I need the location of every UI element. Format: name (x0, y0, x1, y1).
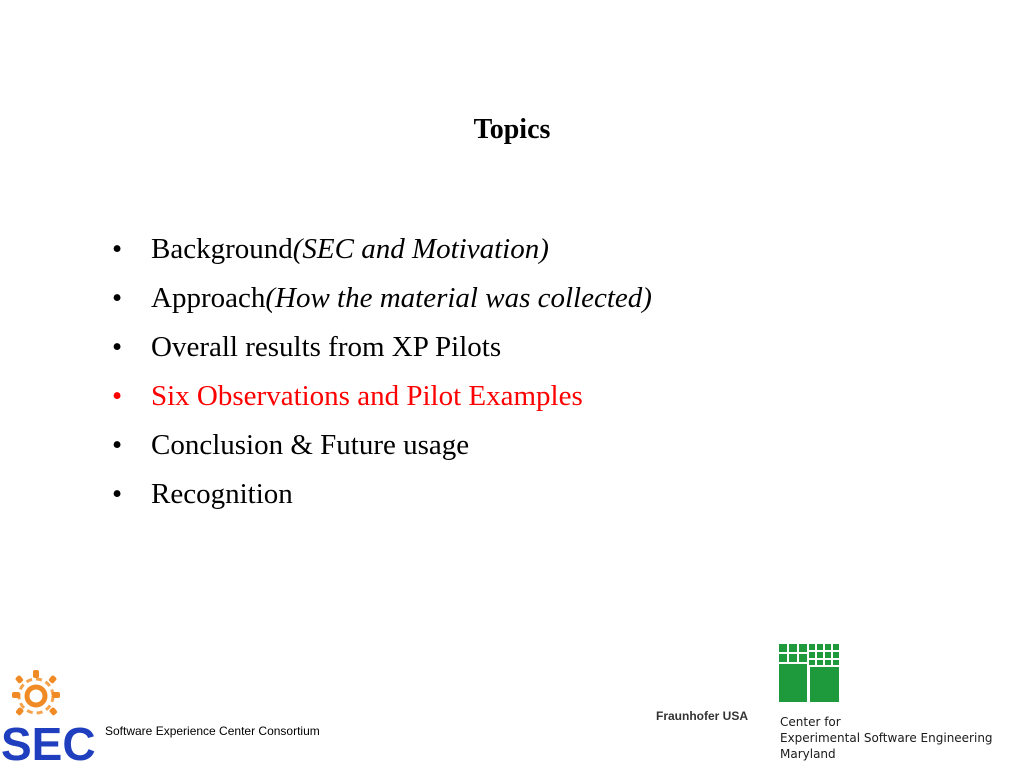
list-item (112, 327, 652, 376)
sun-icon (12, 670, 60, 716)
bullet-subtext: (How the material was collected) (265, 282, 652, 314)
center-line: Experimental Software Engineering (780, 731, 993, 745)
bullet-icon: • (112, 331, 123, 363)
bullet-subtext: (SEC and Motivation) (292, 233, 549, 265)
list-item (112, 229, 652, 278)
bullet-text: Background (151, 233, 293, 265)
center-line: Center for (780, 715, 841, 729)
center-line: Maryland (780, 747, 836, 761)
list-item (112, 425, 652, 474)
sec-caption: Software Experience Center Consortium (105, 724, 320, 738)
sec-logo (0, 668, 104, 768)
bullet-text: Overall results from XP Pilots (151, 331, 502, 363)
fraunhofer-logo-icon (779, 644, 839, 702)
list-item (112, 278, 652, 327)
center-name (780, 714, 993, 762)
bullet-text: Six Observations and Pilot Examples (151, 380, 583, 412)
bullet-icon: • (112, 380, 123, 412)
topics-list (112, 229, 652, 523)
sec-logo-text: SEC (1, 718, 96, 768)
bullet-text: Recognition (151, 478, 293, 510)
bullet-icon: • (112, 233, 123, 265)
list-item-highlighted (112, 376, 652, 425)
bullet-text: Approach (151, 282, 266, 314)
bullet-icon: • (112, 429, 123, 461)
bullet-text: Conclusion & Future usage (151, 429, 470, 461)
slide-title: Topics (473, 114, 551, 145)
bullet-icon: • (112, 282, 123, 314)
fraunhofer-name: Fraunhofer USA (656, 709, 749, 723)
list-item (112, 474, 652, 523)
bullet-icon: • (112, 478, 123, 510)
